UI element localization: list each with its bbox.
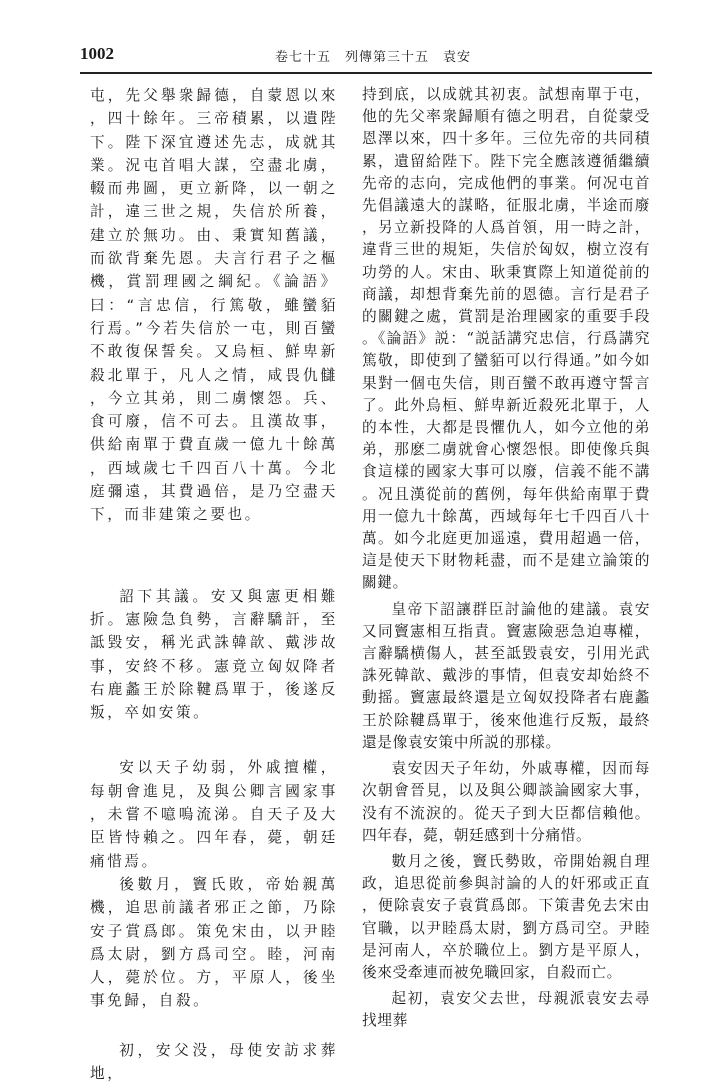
running-header [80, 38, 652, 74]
translation-text-column [362, 84, 650, 1033]
translation-paragraph: 袁安因天子年幼，外戚專權，因而每次朝會晉見，以及與公卿談論國家大事，没有不流淚的。從天子到大臣都信賴他。四年春，薨，朝廷感到十分痛惜。 [362, 760, 650, 844]
classical-paragraph: 後數月，竇氏敗，帝始親萬機，追思前議者邪正之節，乃除安子賞爲郎。策免宋由，以尹睦爲太尉，劉方爲司空。睦，河南人，薨於位。方，平原人，後坐事免歸，自殺。 [90, 875, 338, 1010]
classical-text-column [90, 84, 338, 1085]
translation-paragraph: 起初，袁安父去世，母親派袁安去尋找埋葬 [362, 990, 650, 1030]
translation-paragraph: 皇帝下詔讓群臣討論他的建議。袁安又同竇憲相互指責。竇憲險惡急迫專權，言辭驕横傷人，甚至詆毀袁安，引用光武誅死韓歆、戴涉的事情，但袁安却始終不動摇。竇憲最終還是立匈奴投降者右鹿蠡王於除鞬爲單于，後來他進行反叛，最終還是像袁安策中所説的那樣。 [362, 600, 650, 751]
translation-paragraph: 數月之後，竇氏勢敗，帝開始親自理政，追思從前參與討論的人的奸邪或正直，便除袁安子袁賞爲郎。下策書免去宋由官職，以尹睦爲太尉，劉方爲司空。尹睦是河南人，卒於職位上。劉方是平原人，後來受牽連而被免職回家，自殺而亡。 [362, 852, 650, 981]
classical-paragraph: 詔下其議。安又與憲更相難折。憲險急負勢，言辭驕訐，至詆毀安，稱光武誅韓歆、戴涉故事，安終不移。憲竟立匈奴降者右鹿蠡王於除鞬爲單于，後遂反叛，卒如安策。 [90, 587, 338, 722]
classical-paragraph: 屯，先父舉衆歸德，自蒙恩以來，四十餘年。三帝積累，以遺陛下。陛下深宜遵述先志，成就其業。況屯首唱大謀，空盡北虜，輟而弗圖，更立新降，以一朝之計，違三世之規，失信於所養，建立於無功。由、秉實知舊議，而欲背棄先恩。夫言行君子之樞機，賞罰理國之綱紀。《論語》曰：“言忠信，行篤敬，雖蠻貊行焉。”今若失信於一屯，則百蠻不敢復保誓矣。又烏桓、鮮卑新殺北單于，凡人之情，咸畏仇讎，今立其弟，則二虜懷怨。兵、食可廢，信不可去。且漢故事，供給南單于費直歲一億九十餘萬，西域歲七千四百八十萬。今北庭彌遠，其費過倍，是乃空盡天下，而非建策之要也。 [90, 87, 338, 524]
page-number: 1002 [80, 44, 114, 63]
classical-paragraph: 安以天子幼弱，外戚擅權，每朝會進見，及與公卿言國家事，未嘗不噫嗚流涕。自天子及大臣皆恃賴之。四年春，薨，朝廷痛惜焉。 [90, 759, 338, 870]
classical-paragraph: 初，安父没，母使安訪求葬地， [90, 1041, 338, 1082]
translation-paragraph: 持到底，以成就其初衷。試想南單于屯，他的先父率衆歸順有德之明君，自從蒙受恩澤以來，四十多年。三位先帝的共同積累，遺留給陛下。陛下完全應該遵循繼續先帝的志向，完成他們的事業。何况屯首先倡議遠大的謀略，征服北虜，半途而廢，另立新投降的人爲首領，用一時之計，違背三世的規矩，失信於匈奴，樹立沒有功勞的人。宋由、耿秉實際上知道從前的商議，却想背棄先前的恩德。言行是君子的關鍵之處，賞罰是治理國家的重要手段。《論語》説：“説話講究忠信，行爲講究篤敬，即使到了蠻貊可以行得通。”如今如果對一個屯失信，則百蠻不敢再遵守誓言了。此外烏桓、鮮卑新近殺死北單于，人的本性，大都是畏懼仇人，如今立他的弟弟，那麽二虜就會心懷怨恨。即使像兵與食這樣的國家大事可以廢，信義不能不講。况且漢從前的舊例，每年供給南單于費用一億九十餘萬，西域每年七千四百八十萬。如今北庭更加遥遠，費用超過一倍，這是使天下財物耗盡，而不是建立論策的關鍵。 [362, 86, 650, 592]
running-title: 卷七十五 列傳第三十五 袁安 [275, 50, 472, 65]
